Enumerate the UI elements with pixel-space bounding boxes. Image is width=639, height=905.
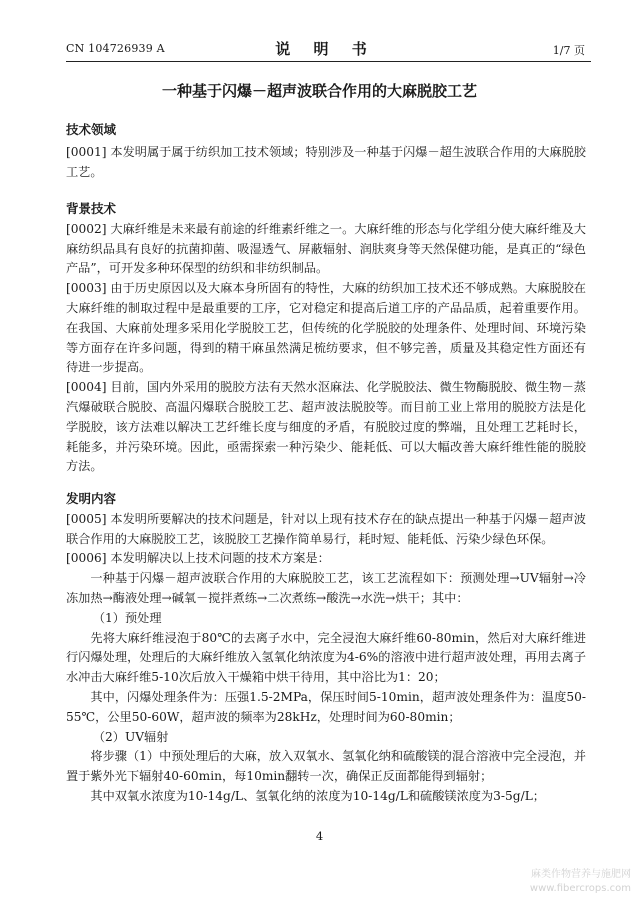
step-1-paragraph-2: 其中，闪爆处理条件为：压强1.5-2MPa，保压时间5-10min，超声波处理条件为：温度50-55℃，公里50-60W，超声波的频率为28kHz，处理时间为60-80min； (66, 689, 586, 724)
step-1-paragraph-1: 先将大麻纤维浸泡于80℃的去离子水中，完全浸泡大麻纤维60-80min，然后对大麻纤维进行闪爆处理，处理后的大麻纤维放入氢氧化纳浓度为4-6%的溶液中进行超声波处理，再用去离子水冲击大麻纤维5-10次后放入干燥箱中烘干待用，其中浴比为1：20； (66, 630, 586, 685)
document-title: 一种基于闪爆－超声波联合作用的大麻脱胶工艺 (161, 82, 477, 100)
section-heading-background: 背景技术 (66, 201, 117, 216)
paragraph-0006: [0006] 本发明解决以上技术问题的技术方案是： (66, 551, 330, 566)
section-field (66, 120, 586, 182)
watermark-line-2: www.fibercrops.com (529, 883, 631, 894)
paragraph-0004: [0004] 目前，国内外采用的脱胶方法有天然水沤麻法、化学脱胶法、微生物酶脱胶、微生物－蒸汽爆破联合脱胶、高温闪爆联合脱胶工艺、超声波法脱胶等。而目前工业上常用的脱胶方法是化学脱胶，该方法难以解决工艺纤维长度与细度的矛盾，有脱胶过度的弊端，且处理工艺耗时长，耗能多，并污染环境。因此，亟需探索一种污染少、能耗低、可以大幅改善大麻纤维性能的脱胶方法。 (66, 380, 586, 474)
page-number: 4 (315, 829, 324, 843)
watermark-line-1: 麻类作物营养与施肥网 (531, 869, 631, 880)
process-flow-paragraph: 一种基于闪爆－超声波联合作用的大麻脱胶工艺，该工艺流程如下：预测处理→UV辐射→冷冻加热→酶液处理→碱氧－搅拌煮练→二次煮练→酸洗→水洗→烘干；其中： (66, 571, 586, 605)
page-header (66, 38, 585, 60)
section-background (66, 199, 586, 477)
paragraph-0003: [0003] 由于历史原因以及大麻本身所固有的特性，大麻的纺织加工技术还不够成熟。大麻脱胶在大麻纤维的制取过程中是最重要的工序，它对稳定和提高后道工序的产品品质，起着重要作用。在我国、大麻前处理多采用化学脱胶工艺，但传统的化学脱胶的处理条件、处理时间、环境污染等方面存在许多问题，得到的精干麻虽然满足梳纺要求，但不够完善，质量及其稳定性方面还有待进一步提高。 (66, 281, 586, 375)
header-rule (66, 61, 591, 62)
step-1-heading: （1）预处理 (92, 610, 162, 625)
patent-number: CN 104726939 A (66, 42, 165, 55)
page-count: 1/7 页 (552, 44, 585, 57)
document-type: 说 明 书 (275, 40, 376, 58)
paragraph-0001: [0001] 本发明属于属于纺织加工技术领域；特别涉及一种基于闪爆－超生波联合作用的大麻脱胶工艺。 (66, 144, 586, 179)
step-2-paragraph-1: 将步骤（1）中预处理后的大麻，放入双氧水、氢氧化纳和硫酸镁的混合溶液中完全浸泡，并置于紫外光下辐射40-60min，每10min翻转一次，确保正反面都能得到辐射； (66, 749, 586, 784)
step-2-paragraph-2: 其中双氧水浓度为10-14g/L、氢氧化纳的浓度为10-14g/L和硫酸镁浓度为3-5g/L； (90, 788, 545, 803)
section-content (66, 489, 586, 807)
paragraph-0002: [0002] 大麻纤维是未来最有前途的纤维素纤维之一。大麻纤维的形态与化学组分使大麻纤维及大麻纺织品具有良好的抗菌抑菌、吸湿透气、屏蔽辐射、润肤爽身等天然保健功能，是真正的“绿色产品”，可开发多种环保型的纺织和非纺织制品。 (66, 221, 586, 276)
paragraph-0005: [0005] 本发明所要解决的技术问题是，针对以上现有技术存在的缺点提出一种基于闪爆－超声波联合作用的大麻脱胶工艺，该脱胶工艺操作简单易行，耗时短、能耗低、污染少绿色环保。 (66, 511, 586, 546)
section-heading-content: 发明内容 (66, 491, 117, 506)
watermark (530, 868, 631, 896)
step-2-heading: （2）UV辐射 (92, 729, 169, 744)
section-heading-field: 技术领域 (66, 122, 117, 137)
